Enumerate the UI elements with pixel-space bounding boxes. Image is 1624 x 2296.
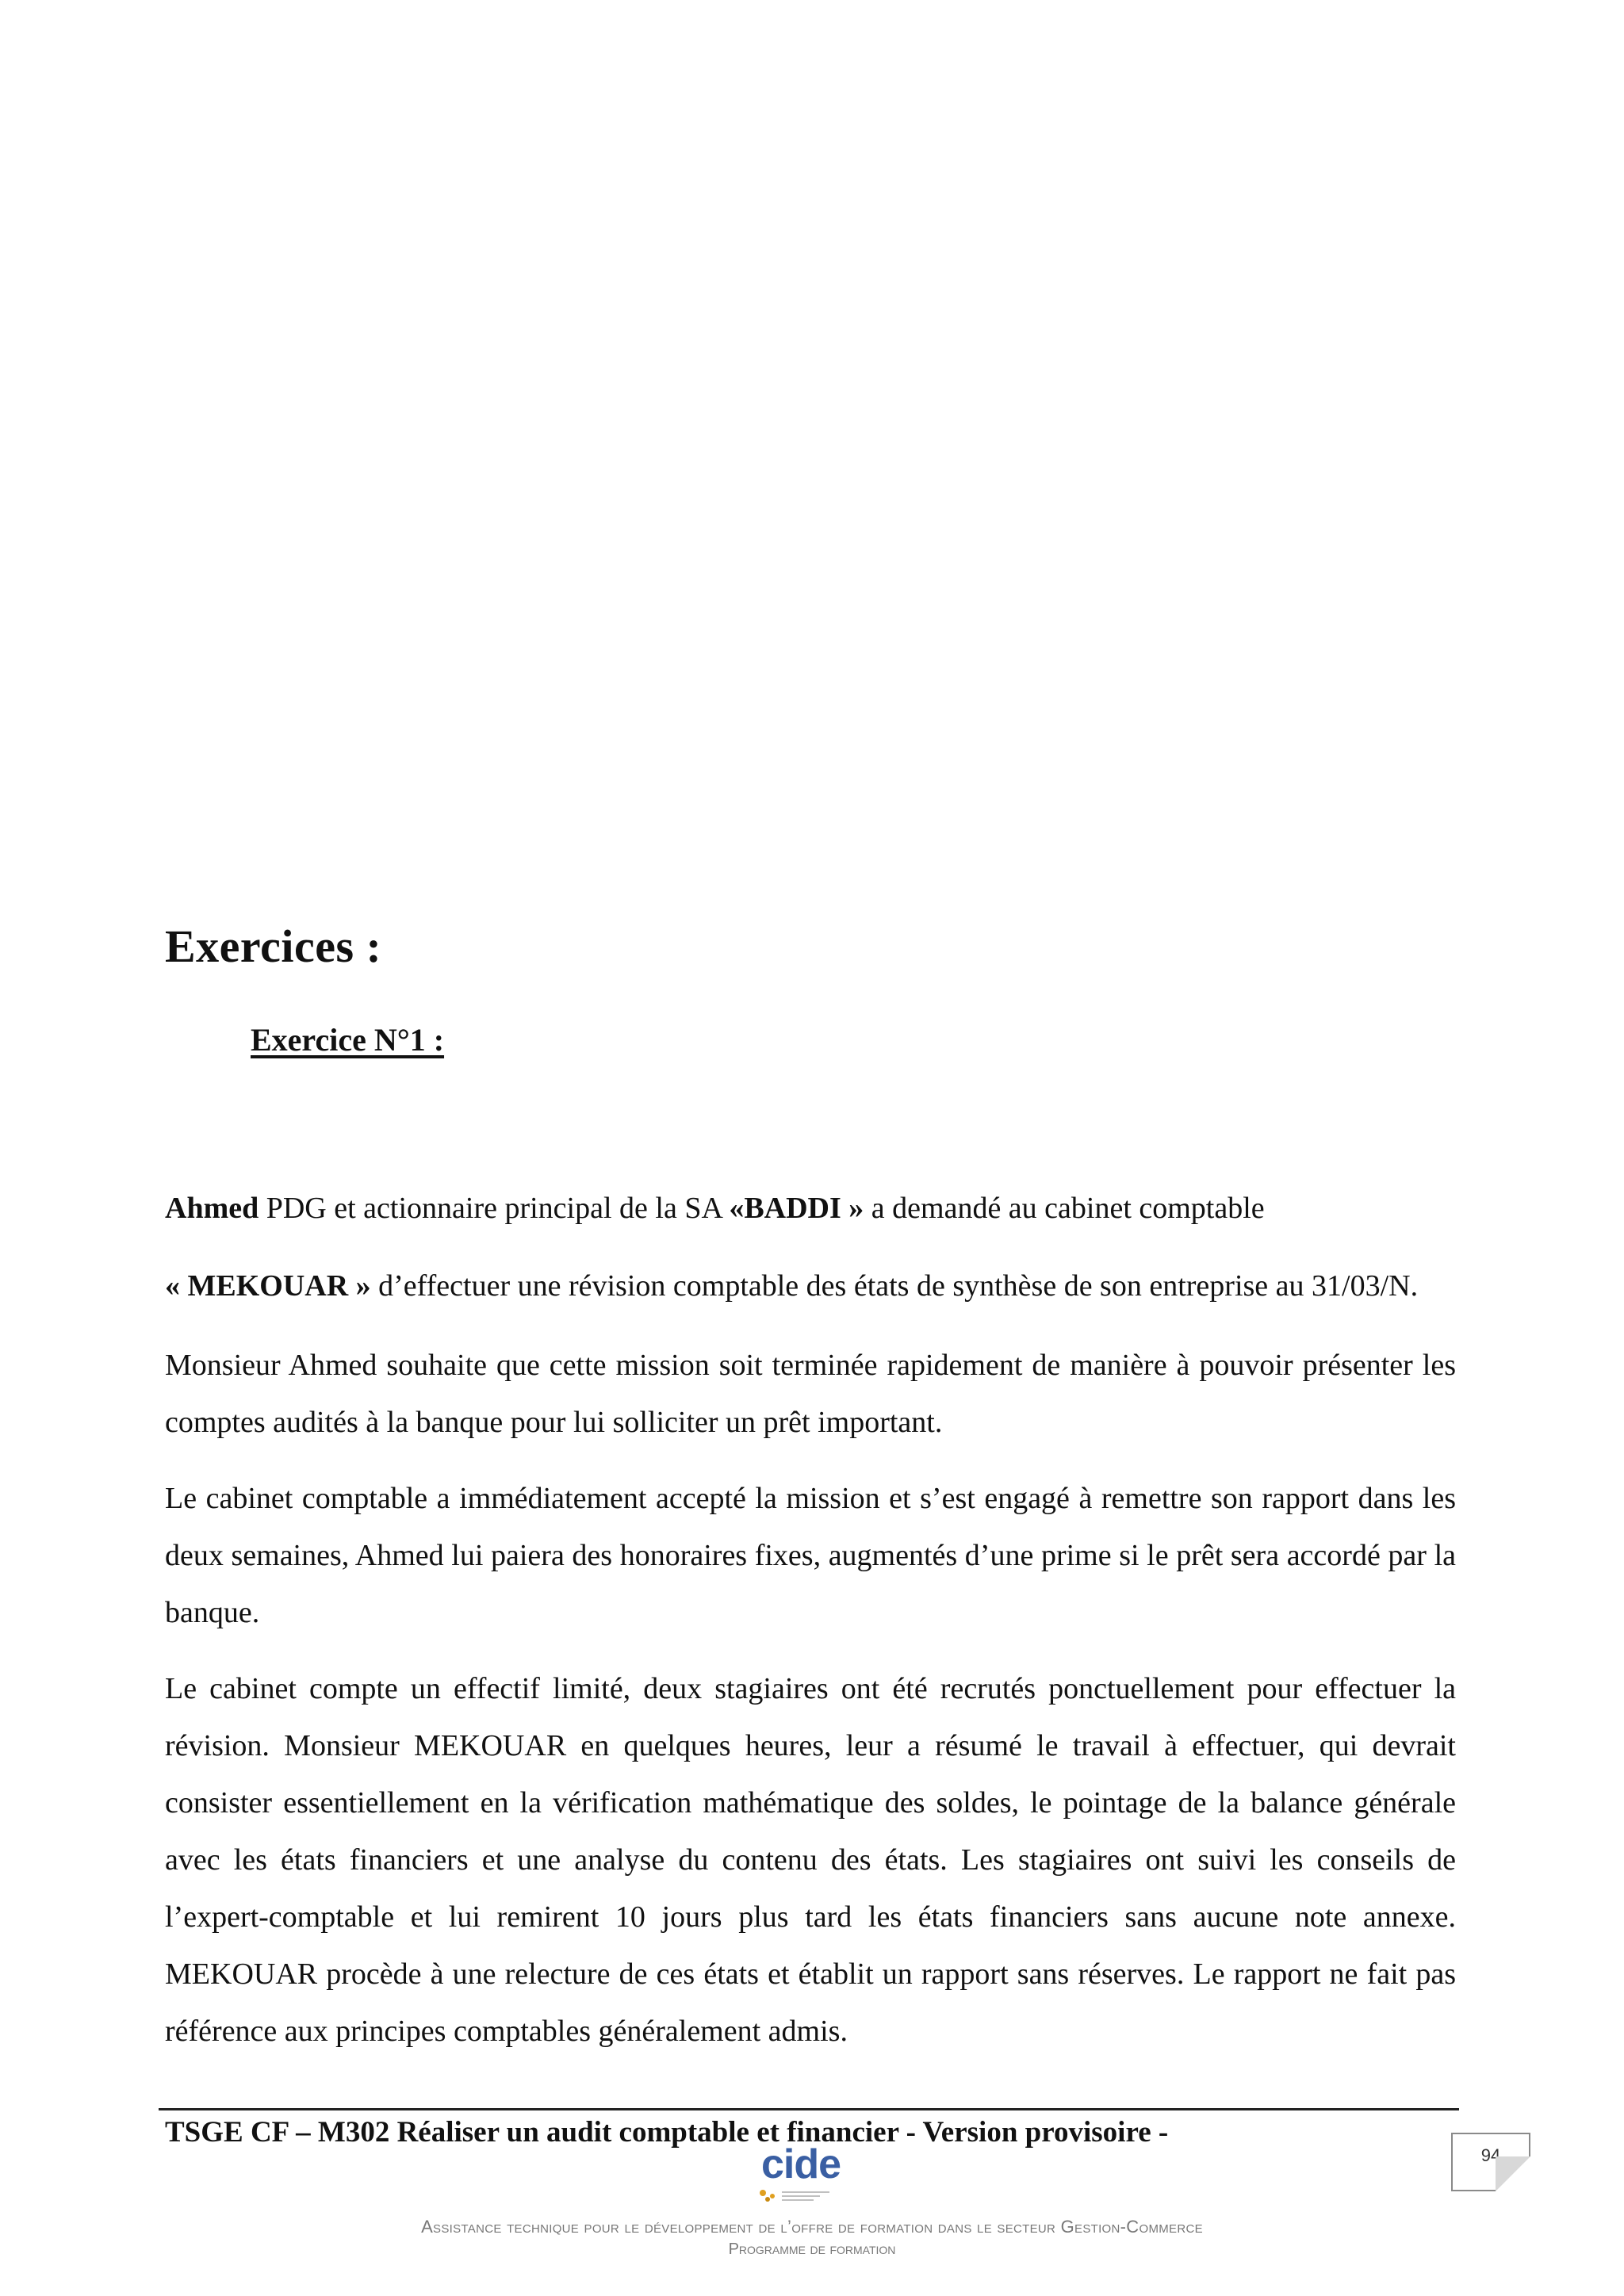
paragraph-mission: Monsieur Ahmed souhaite que cette mission soit terminée rapidement de manière à pouvoir présenter les comptes audités à la banque pour lui solliciter un prêt important. (165, 1349, 1456, 1439)
cide-logo (755, 2141, 850, 2204)
paragraph-intro: Ahmed PDG et actionnaire principal de la SA «BADDI » a demandé au cabinet comptable (165, 1192, 1265, 1225)
logo-dots-icon (755, 2187, 842, 2204)
page-number-box (1451, 2133, 1530, 2191)
exercise-title: Exercice N°1 : (251, 1022, 445, 1058)
firm-name: « MEKOUAR » (165, 1269, 371, 1303)
logo-text: cide (761, 2141, 841, 2187)
paragraph-acceptance: Le cabinet comptable a immédiatement accepté la mission et s’est engagé à remettre son rapport dans les deux semaines, Ahmed lui paiera des honoraires fixes, augmentés d’une prime si le prêt sera accordé par la banque. (165, 1482, 1456, 1629)
program-tagline: Assistance technique pour le développement de l’offre de formation dans le secteur Gestion-Commerce (421, 2217, 1203, 2237)
paragraph-procedure: Le cabinet compte un effectif limité, deux stagiaires ont été recrutés ponctuellement pour effectuer la révision. Monsieur MEKOUAR en quelques heures, leur a résumé le travail à effectuer, qui devrait consister essentiellement en la vérification mathématique des soldes, le pointage de la balance générale avec les états financiers et une analyse du contenu des états. Les stagiaires ont suivi les conseils de l’expert-comptable et lui remirent 10 jours plus tard les états financiers sans aucune note annexe. MEKOUAR procède à une relecture de ces états et établit un rapport sans réserves. Le rapport ne fait pas référence aux principes comptables généralement admis. (165, 1672, 1456, 2048)
program-subtitle: Programme de formation (728, 2241, 896, 2258)
footer-title: TSGE CF – M302 Réaliser un audit comptable et financier - Version provisoire - (165, 2116, 1169, 2149)
company-name: «BADDI » (729, 1192, 864, 1225)
paragraph-firm: « MEKOUAR » d’effectuer une révision comptable des états de synthèse de son entreprise au 31/03/N. (165, 1269, 1419, 1303)
page-number: 94 (1480, 2145, 1501, 2165)
section-title: Exercices : (165, 920, 382, 972)
client-name: Ahmed (165, 1192, 259, 1225)
page-fold-icon (1496, 2156, 1530, 2191)
footer-divider (159, 2108, 1459, 2110)
